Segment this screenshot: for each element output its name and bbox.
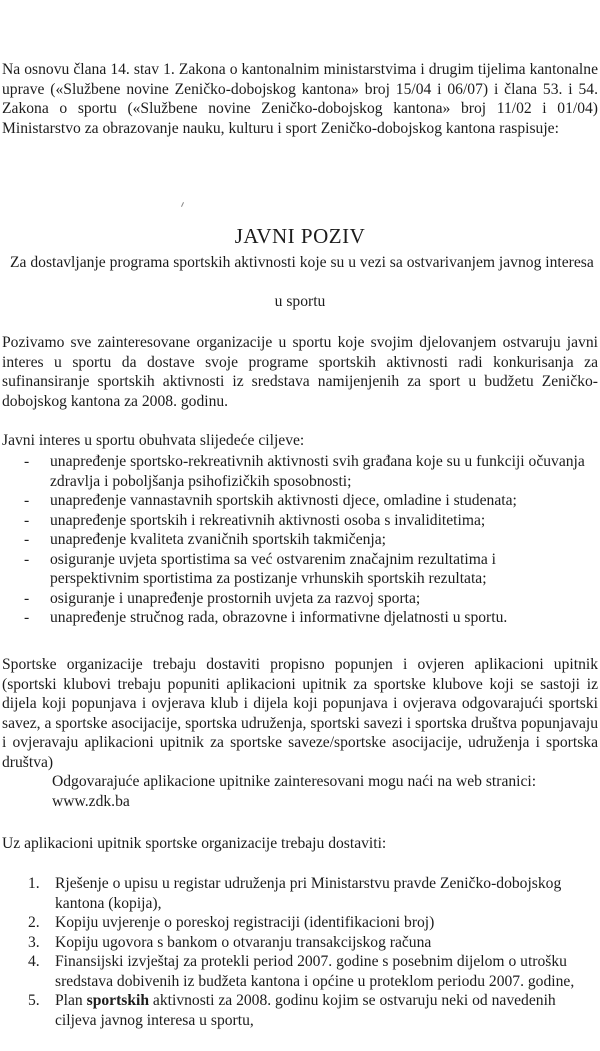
item-text-start: Plan <box>55 992 87 1009</box>
organizations-paragraph: Sportske organizacije trebaju dostaviti propisno popunjen i ovjeren aplikacioni upitnik (sportski klubovi trebaju popuniti aplikacioni upitnik za sportske klubove koji se sastoji iz dijela koji popunjava i ovjerava klub i dijela koji popunjava i ovjerava odgovarajući sportski savez, a sportske asocijacije, sportska udruženja, sportski savezi i sportska društva popunjavaju i ovjeravaju aplikacioni upitnik za sportske saveze/sportske asocijacije, udruženja i sportska društva) <box>2 656 598 771</box>
item-number: 4. <box>28 953 40 970</box>
invitation-paragraph: Pozivamo sve zainteresovane organizacije u sportu koje svojim djelovanjem ostvaruju javni interes u sportu da dostave svoje programe sportskih aktivnosti radi konkurisanja za sufinansiranje sportskih aktivnosti iz sredstava namijenjenih za sport u budžetu Zeničko-dobojskog kantona za 2008. godinu. <box>2 334 598 410</box>
goal-text: unapređenje kvaliteta zvaničnih sportskih takmičenja; <box>50 531 387 548</box>
goal-item: - unapređenje vannastavnih sportskih aktivnosti djece, omladine i studenata; <box>24 492 517 509</box>
upitnik-heading: Uz aplikacioni upitnik sportske organizacije trebaju dostaviti: <box>2 835 387 852</box>
goal-item: - unapređenje sportskih i rekreativnih aktivnosti osoba s invaliditetima; <box>24 511 486 529</box>
document-item <box>0 933 600 953</box>
item-number: 2. <box>28 914 40 931</box>
goal-item: - unapređenje kvaliteta zvaničnih sportskih takmičenja; <box>24 531 387 548</box>
goal-text: unapređenje stručnog rada, obrazovne i informativne djelatnosti u sportu. <box>50 609 508 626</box>
scan-mark <box>181 202 184 207</box>
document-item <box>0 874 600 913</box>
item-text: Rješenje o upisu u registar udruženja pri Ministarstvu pravde Zeničko-dobojskog kantona (kopija), <box>55 875 562 912</box>
document-item <box>0 991 600 1030</box>
goal-text: unapređenje vannastavnih sportskih aktivnosti djece, omladine i studenata; <box>50 492 517 509</box>
goal-item: - osiguranje i unapređenje prostornih uvjeta za razvoj sporta; <box>24 589 421 607</box>
document-item <box>0 913 600 933</box>
goals-heading: Javni interes u sportu obuhvata slijedeće ciljeve: <box>2 432 305 449</box>
item-number: 1. <box>28 875 40 892</box>
item-number: 5. <box>28 992 40 1009</box>
item-text-bold: sportskih <box>86 992 150 1009</box>
item-text-end: aktivnosti za 2008. godinu kojim se ostvaruju neki od navedenih ciljeva javnog interesa u sportu, <box>55 992 556 1029</box>
goal-text: osiguranje i unapređenje prostornih uvjeta za razvoj sporta; <box>50 589 421 607</box>
goals-list <box>0 452 600 628</box>
goal-item: - unapređenje stručnog rada, obrazovne i informativne djelatnosti u sportu. <box>24 609 508 626</box>
goal-item: - osiguranje uvjeta sportistima sa već ostvarenim značajnim rezultatima i perspektivnim sportistima za postizanje vrhunskih sportskih rezultata; <box>24 550 497 587</box>
document-subtitle-cont: u sportu <box>274 293 326 310</box>
item-text: Kopiju ugovora s bankom o otvaranju transakcijskog računa <box>55 933 432 951</box>
goal-item: - unapređenje sportsko-rekreativnih aktivnosti svih građana koje su u funkciji očuvanja zdravlja i poboljšanja psihofizičkih sposobnosti; <box>24 453 585 490</box>
document-title: JAVNI POZIV <box>234 224 366 248</box>
document-subtitle: Za dostavljanje programa sportskih aktivnosti koje su u vezi sa ostvarivanjem javnog interesa <box>10 254 594 271</box>
document-item <box>0 952 600 991</box>
item-number: 3. <box>28 933 40 951</box>
goal-text: osiguranje uvjeta sportistima sa već ostvarenim značajnim rezultatima i perspektivnim sportistima za postizanje vrhunskih sportskih rezultata; <box>50 550 497 587</box>
documents-list <box>0 874 600 1030</box>
organizations-section <box>2 655 598 811</box>
website-paragraph: Odgovarajuće aplikacione upitnike zainteresovani mogu naći na web stranici: www.zdk.ba <box>52 773 537 810</box>
goal-text: unapređenje sportskih i rekreativnih aktivnosti osoba s invaliditetima; <box>50 511 486 529</box>
item-text: Kopiju uvjerenje o poreskoj registraciji (identifikacioni broj) <box>55 914 435 931</box>
intro-paragraph: Na osnovu člana 14. stav 1. Zakona o kantonalnim ministarstvima i drugim tijelima kantonalne uprave («Službene novine Zeničko-dobojskog kantona» broj 15/04 i 06/07) i člana 53. i 54. Zakona o sportu («Službene novine Zeničko-dobojskog kantona» broj 11/02 i 01/04) Ministarstvo za obrazovanje nauku, kulturu i sport Zeničko-dobojskog kantona raspisuje: <box>2 61 598 137</box>
item-text: Finansijski izvještaj za protekli period 2007. godine s posebnim dijelom o utrošku sredstava dobivenih iz budžeta kantona i općine u proteklom periodu 2007. godine, <box>55 953 575 990</box>
goal-text: unapređenje sportsko-rekreativnih aktivnosti svih građana koje su u funkciji očuvanja zdravlja i poboljšanja psihofizičkih sposobnosti; <box>50 453 585 490</box>
